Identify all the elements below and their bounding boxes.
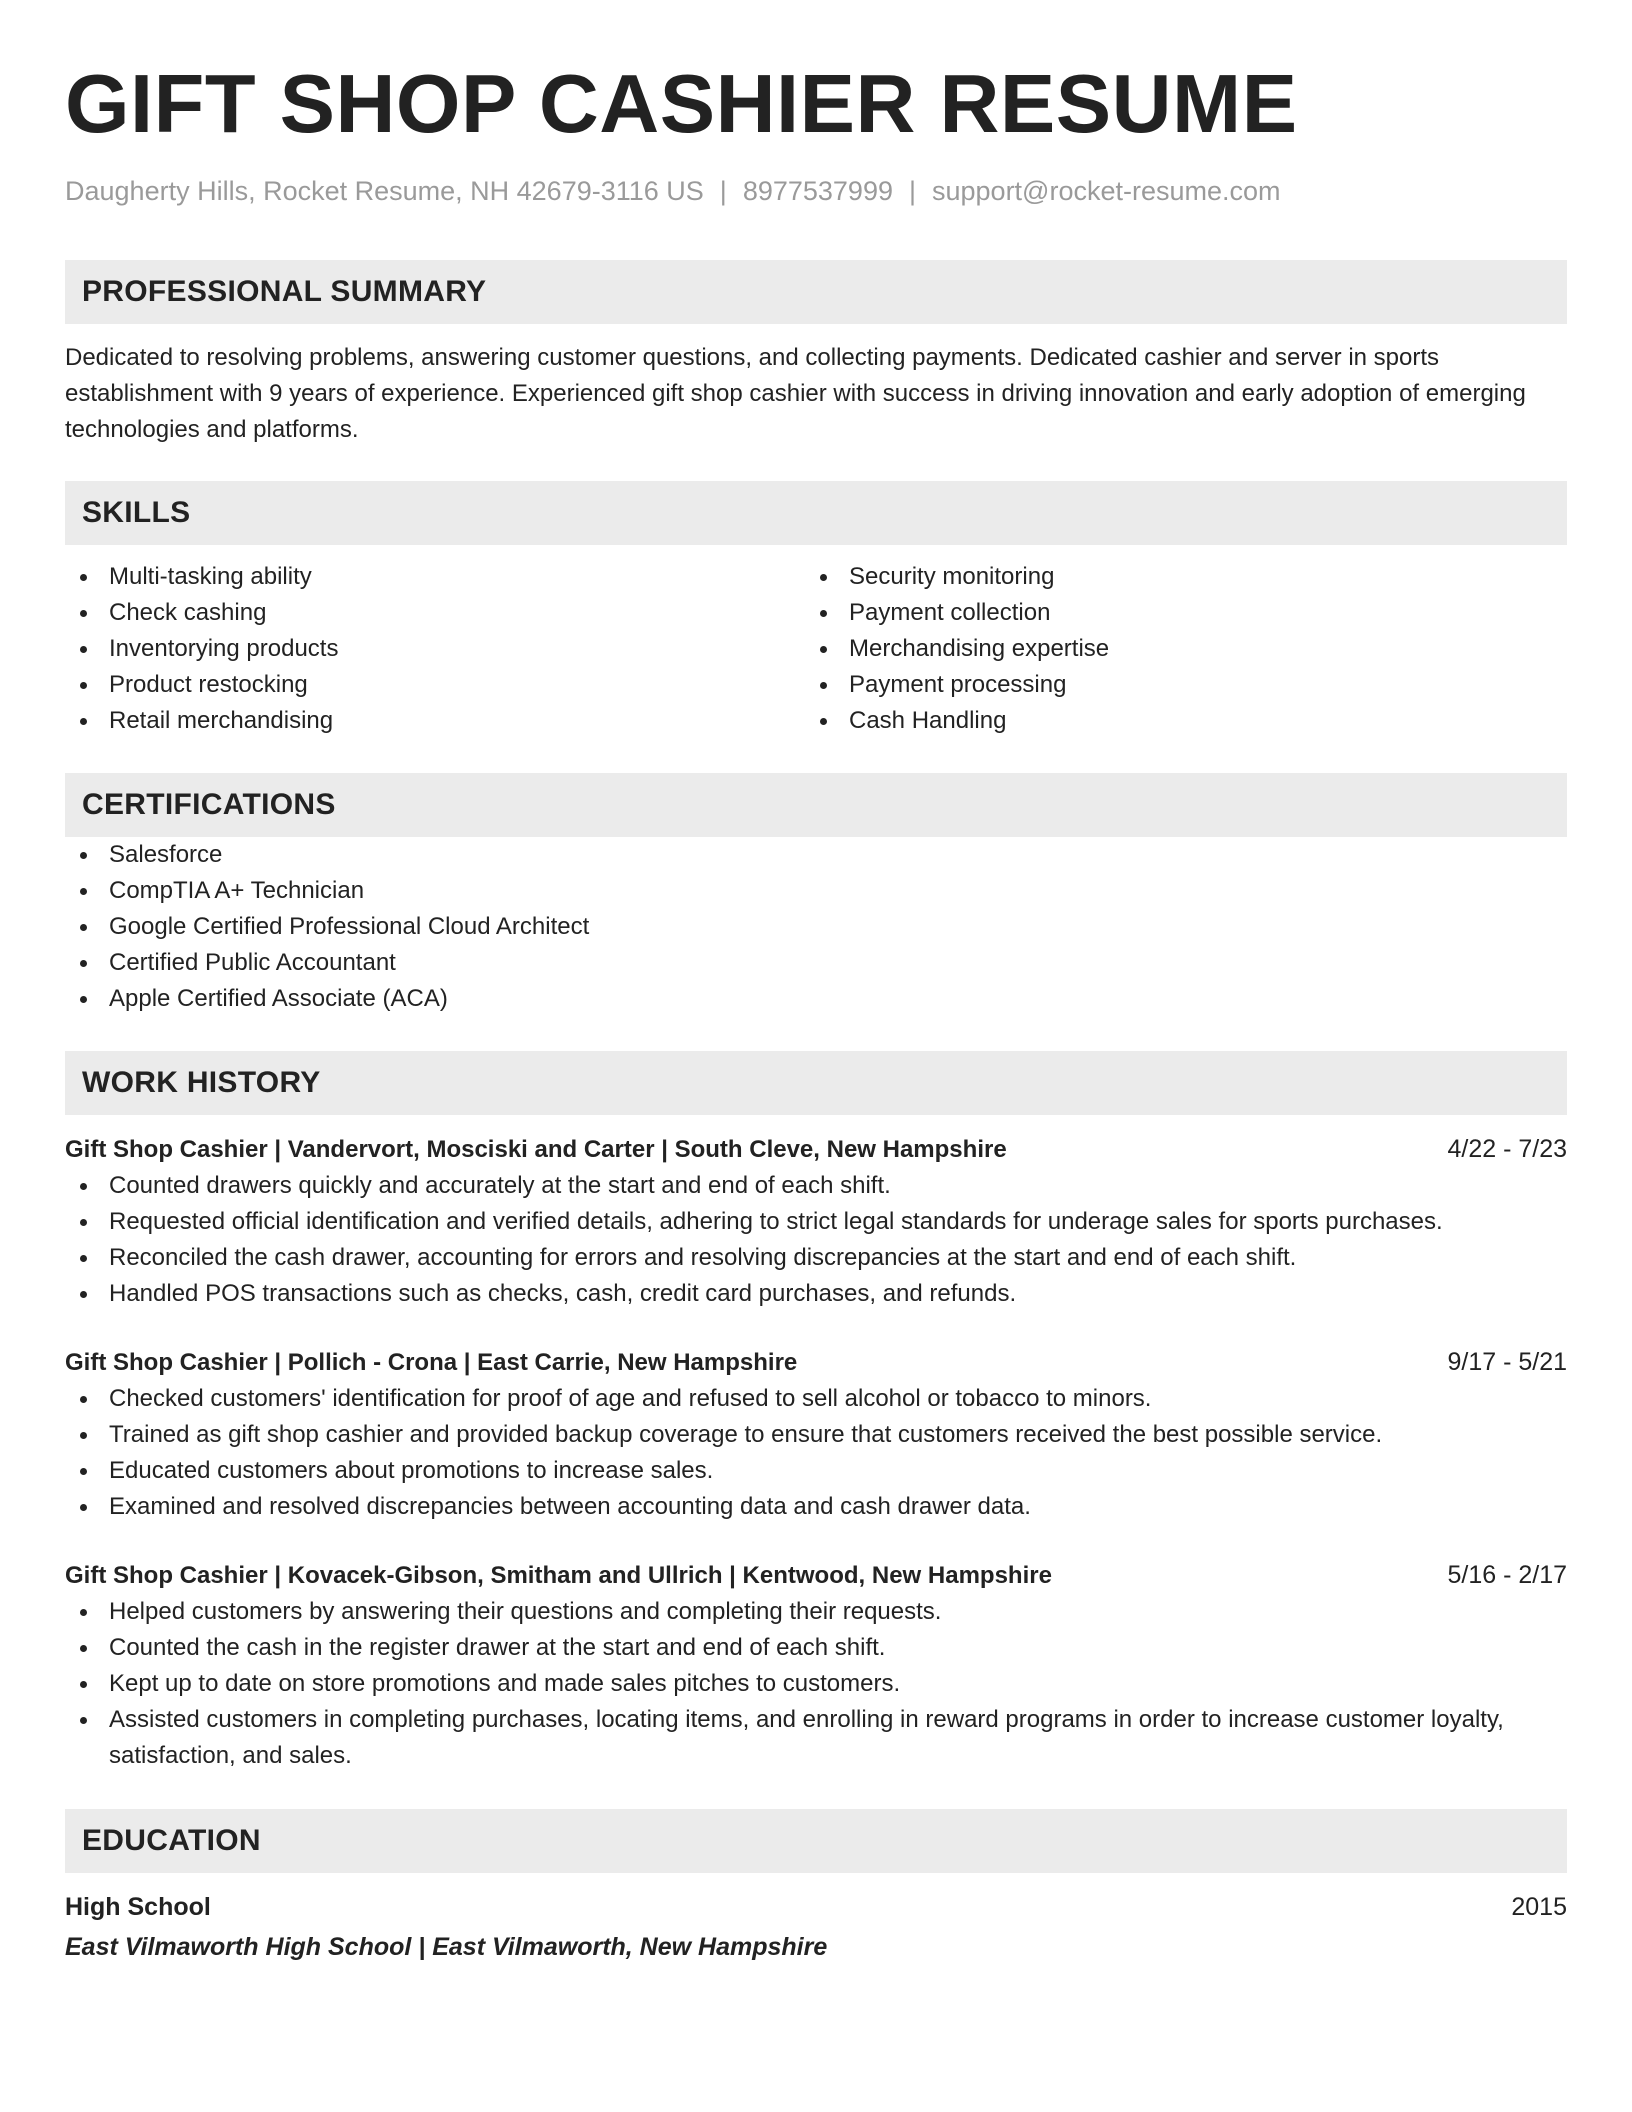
job-entry: [65, 1344, 1567, 1525]
job-dates: 5/16 - 2/17: [1447, 1561, 1567, 1589]
skills-column-right: [805, 559, 1545, 739]
education-year: 2015: [1511, 1893, 1567, 1921]
job-title-row: [65, 1557, 1567, 1594]
section-header-education: EDUCATION: [65, 1809, 1567, 1873]
contact-email: support@rocket-resume.com: [932, 176, 1281, 206]
job-bullet: Checked customers' identification for proof of age and refused to sell alcohol or tobacco to minors.: [65, 1381, 1567, 1417]
job-title: Gift Shop Cashier | Vandervort, Mosciski and Carter | South Cleve, New Hampshire: [65, 1136, 1007, 1163]
skill-item: Product restocking: [65, 667, 805, 703]
skill-item: Merchandising expertise: [805, 631, 1545, 667]
skill-item: Retail merchandising: [65, 703, 805, 739]
education-degree: High School: [65, 1893, 211, 1921]
skills-list-left: [65, 559, 805, 739]
job-title-row: [65, 1344, 1567, 1381]
skills-column-left: [65, 559, 805, 739]
job-bullet: Assisted customers in completing purchases, locating items, and enrolling in reward programs in order to increase customer loyalty, satisfaction, and sales.: [65, 1702, 1567, 1774]
section-header-work-history: WORK HISTORY: [65, 1051, 1567, 1115]
contact-line: [65, 174, 1567, 208]
job-bullet: Handled POS transactions such as checks, cash, credit card purchases, and refunds.: [65, 1276, 1567, 1312]
job-bullet: Helped customers by answering their questions and completing their requests.: [65, 1594, 1567, 1630]
job-title-row: [65, 1131, 1567, 1168]
job-bullets: [65, 1381, 1567, 1525]
certifications-list: [65, 837, 1567, 1017]
contact-address: Daugherty Hills, Rocket Resume, NH 42679-3116 US: [65, 176, 704, 206]
education-row: [65, 1889, 1567, 1925]
contact-separator: |: [719, 176, 727, 206]
education-school: East Vilmaworth High School | East Vilmaworth, New Hampshire: [65, 1933, 828, 1961]
skill-item: Check cashing: [65, 595, 805, 631]
contact-phone: 8977537999: [742, 176, 893, 206]
job-bullet: Requested official identification and verified details, adhering to strict legal standards for underage sales for sports purchases.: [65, 1204, 1567, 1240]
job-bullet: Reconciled the cash drawer, accounting for errors and resolving discrepancies at the start and end of each shift.: [65, 1240, 1567, 1276]
skill-item: Security monitoring: [805, 559, 1545, 595]
summary-text: Dedicated to resolving problems, answering customer questions, and collecting payments. Dedicated cashier and server in sports establishment with 9 years of experience. Experienced gift shop cashier with success in driving innovation and early adoption of emerging technologies and platforms.: [65, 344, 1526, 443]
certification-item: Salesforce: [65, 837, 1567, 873]
certification-item: Certified Public Accountant: [65, 945, 1567, 981]
job-bullet: Counted drawers quickly and accurately at the start and end of each shift.: [65, 1168, 1567, 1204]
section-header-skills: SKILLS: [65, 481, 1567, 545]
job-dates: 9/17 - 5/21: [1447, 1348, 1567, 1376]
skill-item: Payment collection: [805, 595, 1545, 631]
job-entry: [65, 1131, 1567, 1312]
contact-separator: |: [908, 176, 916, 206]
job-bullet: Counted the cash in the register drawer at the start and end of each shift.: [65, 1630, 1567, 1666]
job-bullet: Examined and resolved discrepancies between accounting data and cash drawer data.: [65, 1489, 1567, 1525]
certification-item: CompTIA A+ Technician: [65, 873, 1567, 909]
job-dates: 4/22 - 7/23: [1447, 1135, 1567, 1163]
skills-list-right: [805, 559, 1545, 739]
job-title: Gift Shop Cashier | Pollich - Crona | East Carrie, New Hampshire: [65, 1349, 798, 1376]
job-title: Gift Shop Cashier | Kovacek-Gibson, Smitham and Ullrich | Kentwood, New Hampshire: [65, 1562, 1052, 1589]
certification-item: Google Certified Professional Cloud Architect: [65, 909, 1567, 945]
job-entry: [65, 1557, 1567, 1774]
job-bullet: Kept up to date on store promotions and made sales pitches to customers.: [65, 1666, 1567, 1702]
job-bullet: Educated customers about promotions to increase sales.: [65, 1453, 1567, 1489]
skill-item: Payment processing: [805, 667, 1545, 703]
section-header-summary: PROFESSIONAL SUMMARY: [65, 260, 1567, 324]
resume-title: GIFT SHOP CASHIER RESUME: [65, 57, 1298, 150]
job-bullets: [65, 1168, 1567, 1312]
job-bullet: Trained as gift shop cashier and provided backup coverage to ensure that customers received the best possible service.: [65, 1417, 1567, 1453]
skill-item: Multi-tasking ability: [65, 559, 805, 595]
section-header-certifications: CERTIFICATIONS: [65, 773, 1567, 837]
skills-grid: [65, 559, 1567, 739]
skill-item: Cash Handling: [805, 703, 1545, 739]
job-bullets: [65, 1594, 1567, 1774]
certification-item: Apple Certified Associate (ACA): [65, 981, 1567, 1017]
skill-item: Inventorying products: [65, 631, 805, 667]
